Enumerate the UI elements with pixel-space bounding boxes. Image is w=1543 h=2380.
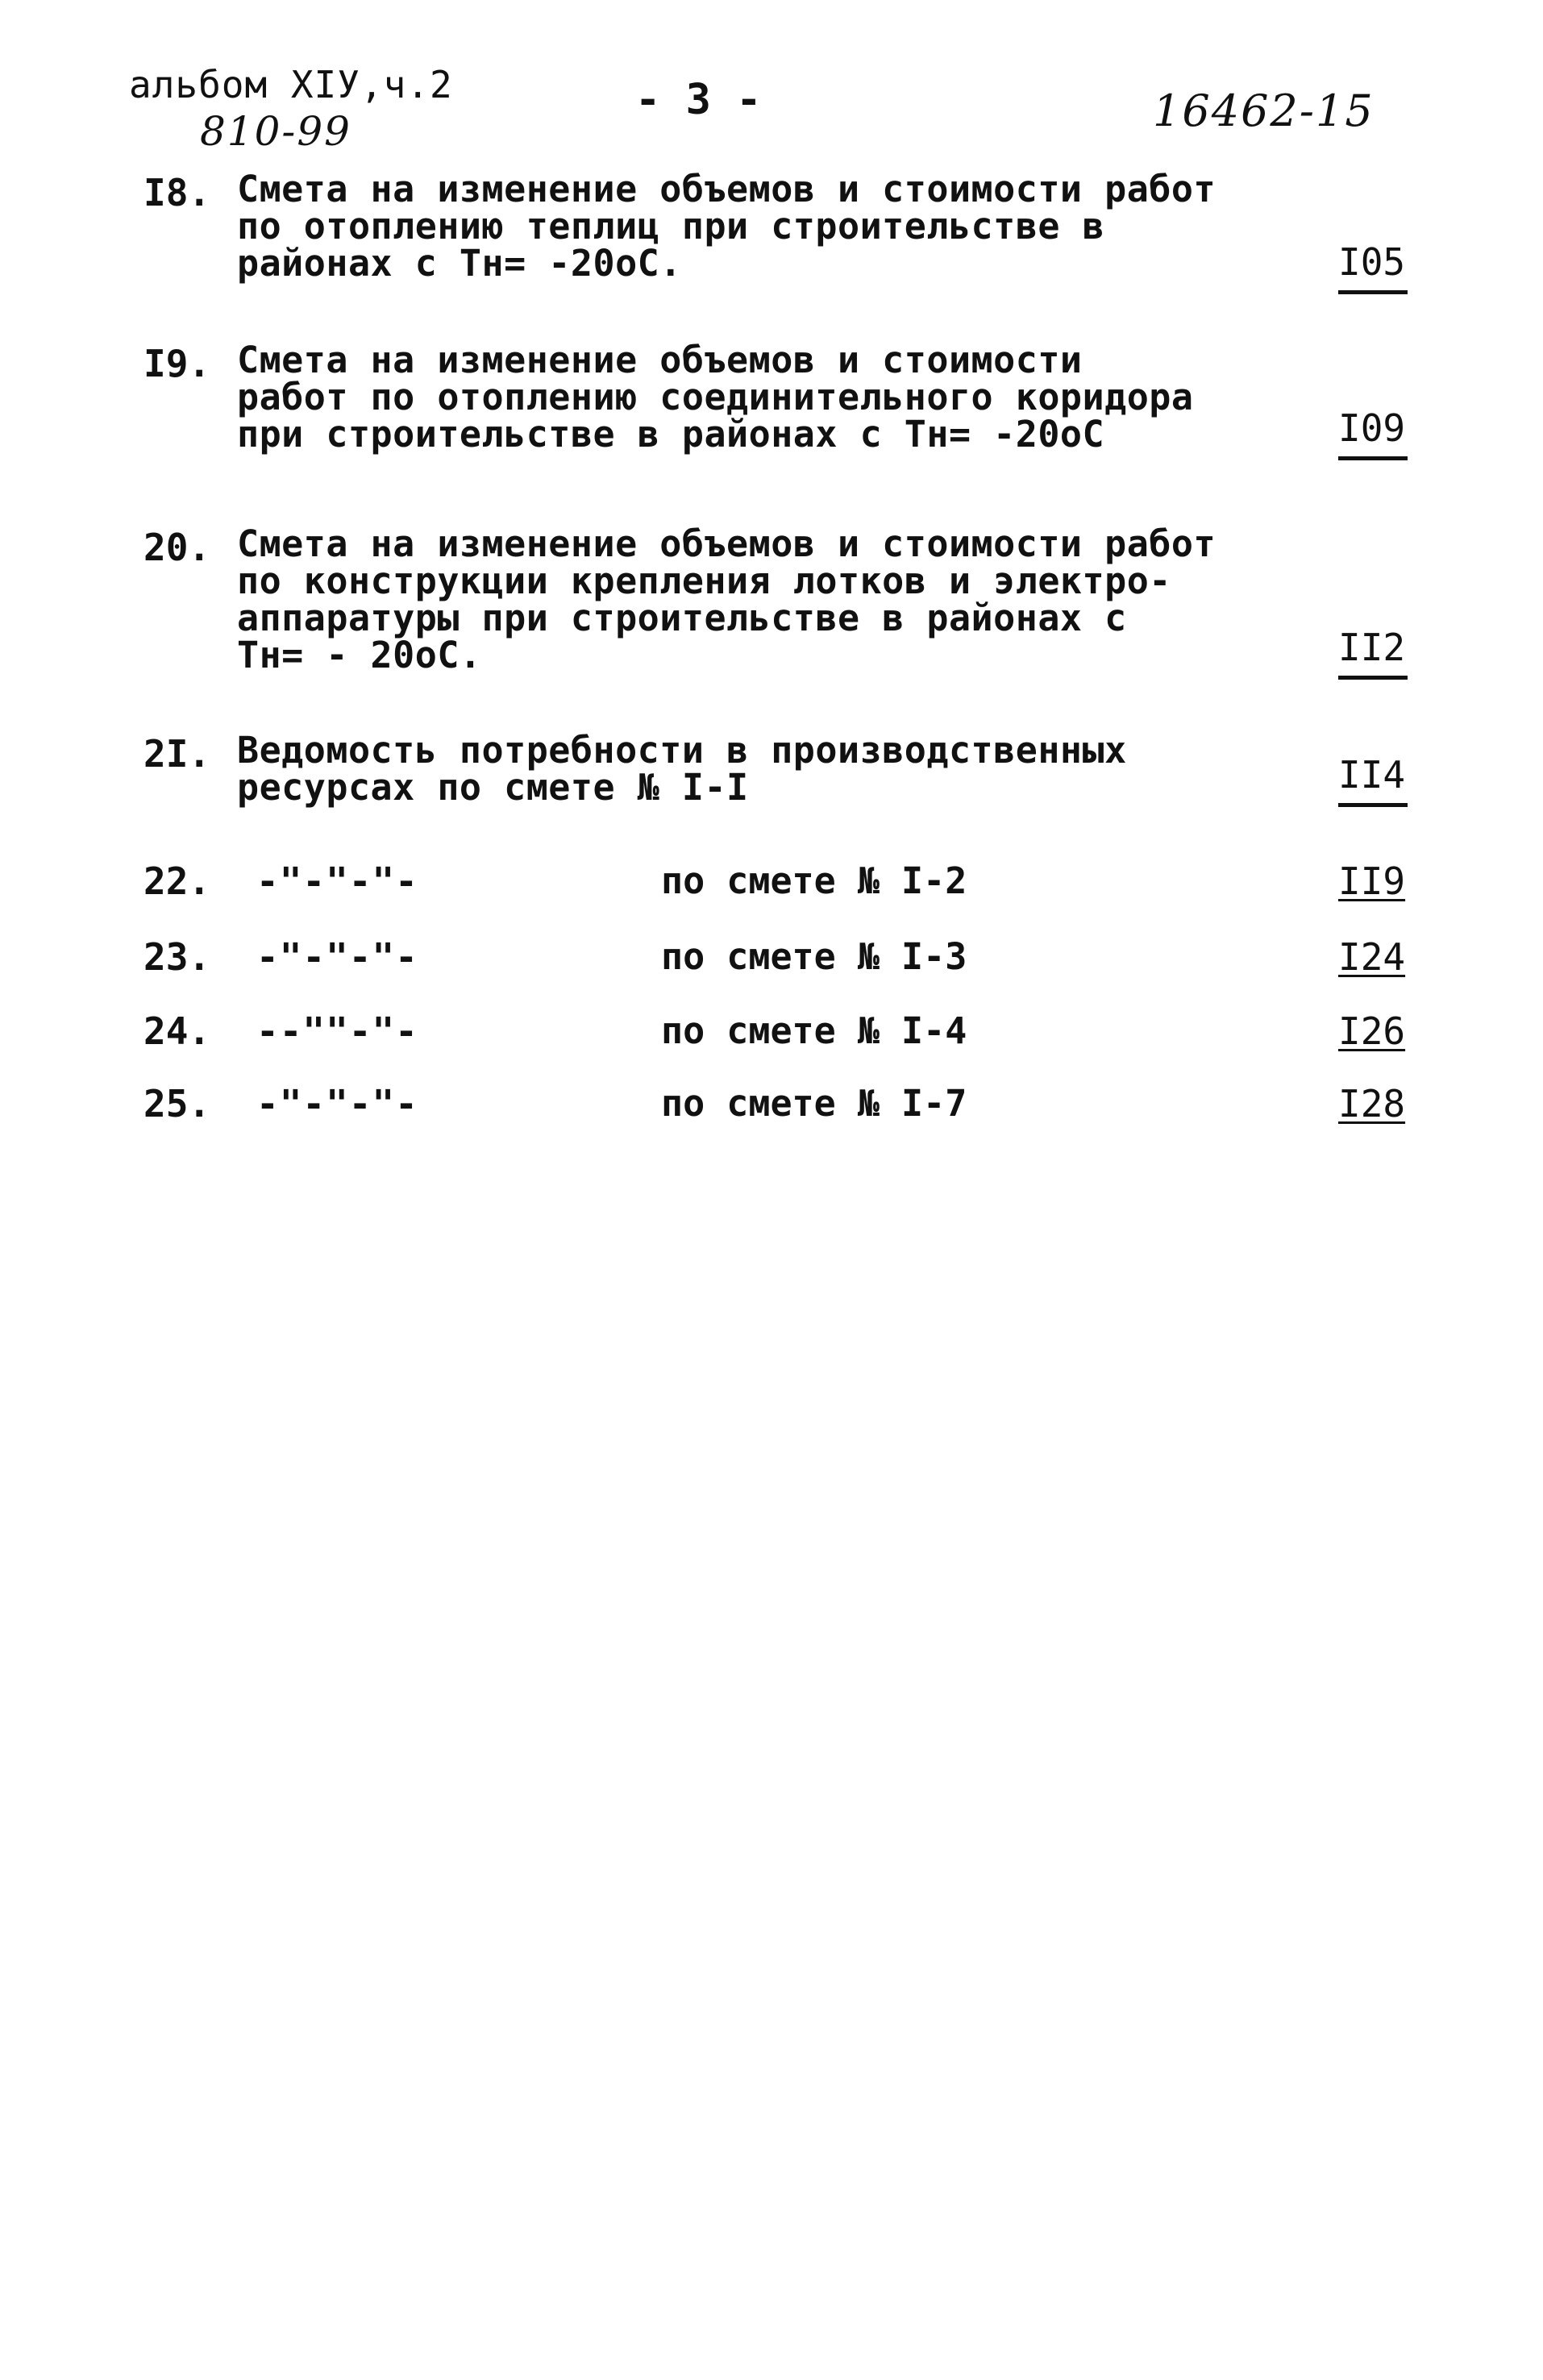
entry-number: 22. — [143, 859, 211, 903]
entry-text-line: Смета на изменение объемов и стоимости — [237, 339, 1083, 381]
entry-text-line: Тн= - 20оС. — [237, 634, 482, 676]
entry-text-line: аппаратуры при строительстве в районах с — [237, 597, 1127, 639]
estimate-reference: по смете № I-4 — [661, 1009, 967, 1052]
page-underline-rule — [1338, 803, 1408, 807]
entry-number: 24. — [143, 1009, 211, 1053]
estimate-reference: по смете № I-3 — [661, 935, 967, 978]
page-underline-rule — [1338, 456, 1408, 460]
entry-text-line: при строительстве в районах с Тн= -20оС — [237, 413, 1105, 456]
entry-page-number: I24 — [1338, 935, 1406, 979]
entry-text — [237, 339, 1269, 456]
entry-text-line: Смета на изменение объемов и стоимости работ — [237, 168, 1217, 210]
entry-number: 20. — [143, 526, 211, 569]
page-underline-rule — [1338, 676, 1408, 680]
entry-text-line: ресурсах по смете № I-I — [237, 766, 749, 809]
entry-text-line: по конструкции крепления лотков и электро- — [237, 560, 1171, 602]
entry-text — [237, 168, 1269, 285]
ditto-marks: -"-"-"- — [256, 859, 418, 903]
entry-page-number — [1338, 406, 1408, 460]
estimate-reference: по смете № I-7 — [661, 1082, 967, 1125]
entry-page-number: I26 — [1338, 1009, 1406, 1053]
ditto-marks: -"-"-"- — [256, 1082, 418, 1126]
entry-number: I8. — [143, 171, 211, 214]
album-label: альбом XIУ,ч.2 — [129, 63, 453, 106]
entry-number: I9. — [143, 342, 211, 385]
entry-text-line: Ведомость потребности в производственных — [237, 729, 1127, 772]
entry-page-number — [1338, 626, 1408, 680]
entry-page-number: II9 — [1338, 859, 1406, 903]
entry-text-line: работ по отоплению соединительного коридора — [237, 376, 1194, 418]
entry-number: 2I. — [143, 732, 211, 776]
entry-number: 23. — [143, 935, 211, 979]
entry-page-value: I05 — [1338, 240, 1406, 284]
ditto-marks: --""-"- — [256, 1009, 418, 1053]
page-number: - 3 - — [635, 76, 762, 124]
entry-page-value: II4 — [1338, 753, 1406, 797]
entry-text — [237, 729, 1269, 809]
entry-text-line: Смета на изменение объемов и стоимости работ — [237, 522, 1217, 565]
ditto-marks: -"-"-"- — [256, 935, 418, 979]
entry-number: 25. — [143, 1082, 211, 1126]
entry-page-value: II2 — [1338, 626, 1406, 669]
entry-text-line: по отоплению теплиц при строительстве в — [237, 205, 1105, 248]
entry-page-value: I09 — [1338, 406, 1406, 450]
entry-text — [237, 522, 1269, 676]
album-handwritten-number: 810-99 — [200, 108, 351, 155]
document-handwritten-number: 16462-15 — [1153, 85, 1375, 136]
page-underline-rule — [1338, 290, 1408, 294]
estimate-reference: по смете № I-2 — [661, 859, 967, 902]
entry-text-line: районах с Тн= -20оС. — [237, 242, 682, 285]
entry-page-number — [1338, 240, 1408, 294]
entry-page-number: I28 — [1338, 1082, 1406, 1126]
entry-page-number — [1338, 753, 1408, 807]
